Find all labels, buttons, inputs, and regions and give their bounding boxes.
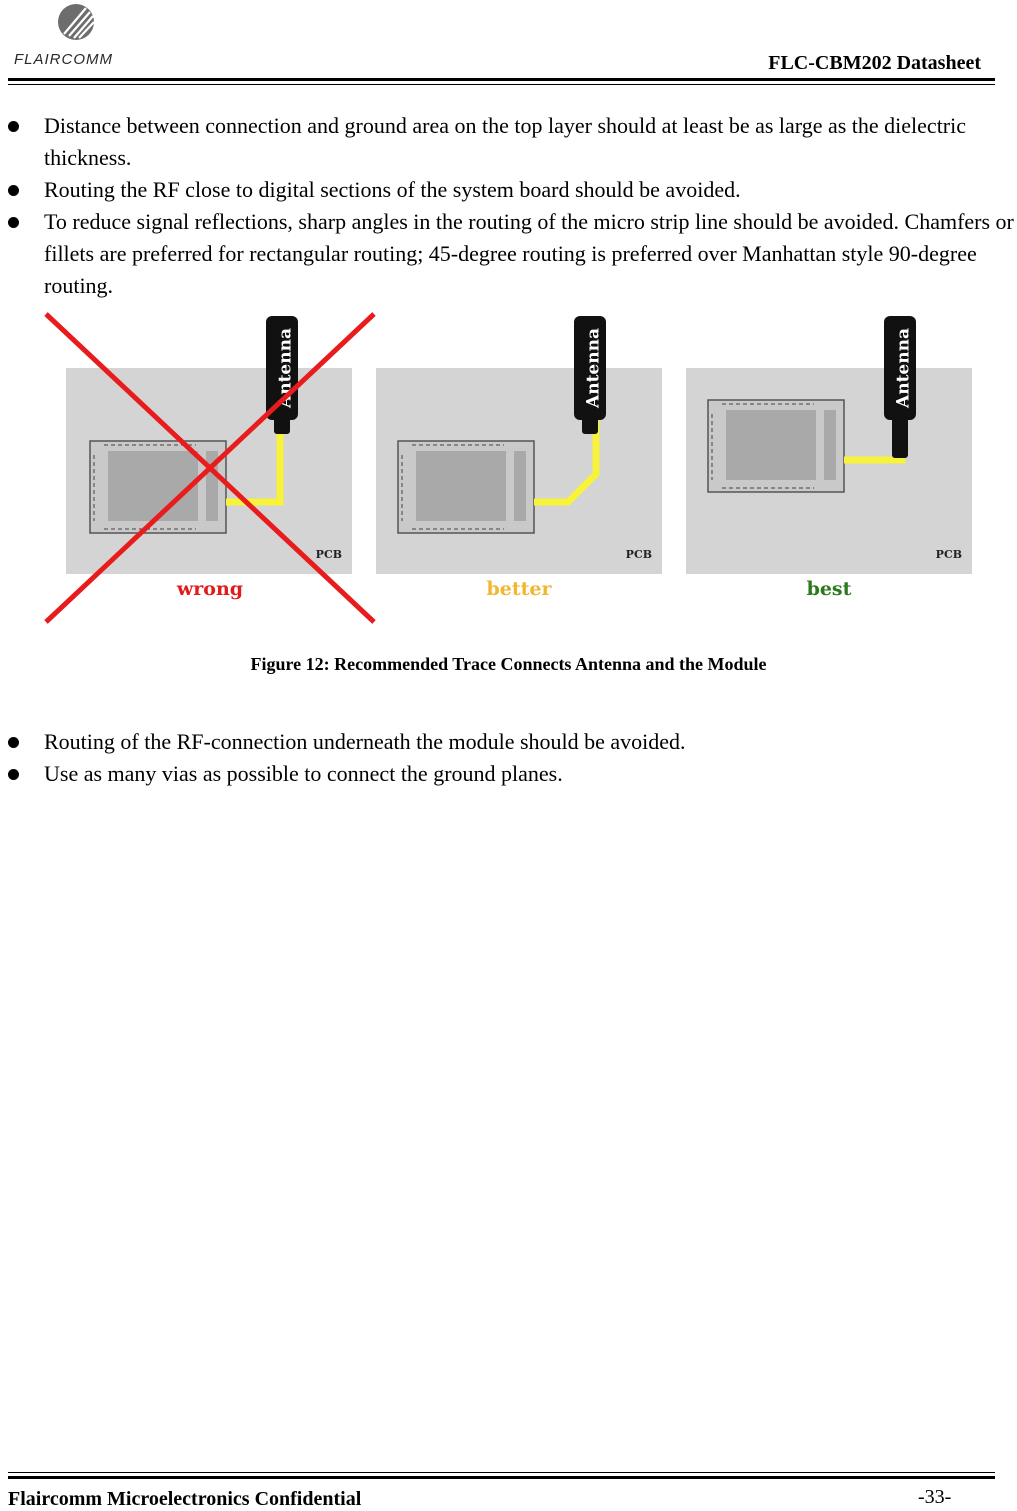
flaircomm-logo xyxy=(8,2,128,68)
pcb-label: PCB xyxy=(625,548,652,561)
list-item-text: Routing of the RF-connection underneath the module should be avoided. xyxy=(44,729,686,754)
footer-rule-thin xyxy=(8,1472,995,1473)
bullet-list-bottom xyxy=(0,726,1017,790)
bullet-icon xyxy=(8,121,19,132)
list-item xyxy=(0,110,1017,174)
header-rule-thin xyxy=(8,84,995,85)
panel-better xyxy=(376,316,662,600)
list-item-text: To reduce signal reflections, sharp angles in the routing of the micro strip line should be avoided. Chamfers or fillets are preferred for rectangular routing; 45-degree routing is preferred over Manhattan style 90-degree routing. xyxy=(44,209,1014,298)
list-item-text: Routing the RF close to digital sections of the system board should be avoided. xyxy=(44,177,741,202)
pcb-label: PCB xyxy=(315,548,342,561)
header-rule xyxy=(8,78,995,81)
antenna-label: Antenna xyxy=(275,328,296,408)
list-item-text: Use as many vias as possible to connect the ground planes. xyxy=(44,761,563,786)
antenna-routing-figure xyxy=(40,308,980,628)
list-item xyxy=(0,174,1017,206)
panel-best xyxy=(686,316,972,600)
confidential-notice: Flaircomm Microelectronics Confidential xyxy=(8,1488,362,1510)
antenna-label: Antenna xyxy=(583,328,604,408)
bullet-icon xyxy=(8,185,19,196)
panel-label-better: better xyxy=(486,578,552,600)
bullet-list-top xyxy=(0,110,1017,302)
panel-label-best: best xyxy=(806,578,852,600)
list-item xyxy=(0,726,1017,758)
bullet-icon xyxy=(8,217,19,228)
bullet-icon xyxy=(8,737,19,748)
panel-wrong xyxy=(46,314,374,622)
bullet-icon xyxy=(8,769,19,780)
list-item xyxy=(0,206,1017,302)
panel-label-wrong: wrong xyxy=(176,578,244,600)
footer-rule xyxy=(8,1476,995,1479)
document-title: FLC-CBM202 Datasheet xyxy=(768,52,981,74)
figure-caption: Figure 12: Recommended Trace Connects Antenna and the Module xyxy=(250,654,767,674)
pcb-label: PCB xyxy=(935,548,962,561)
list-item-text: Distance between connection and ground area on the top layer should at least be as large as the dielectric thickness. xyxy=(44,113,967,170)
antenna-label: Antenna xyxy=(893,328,914,408)
svg-text:FLAIRCOMM: FLAIRCOMM xyxy=(14,51,113,68)
page-number: -33- xyxy=(918,1486,952,1508)
list-item xyxy=(0,758,1017,790)
